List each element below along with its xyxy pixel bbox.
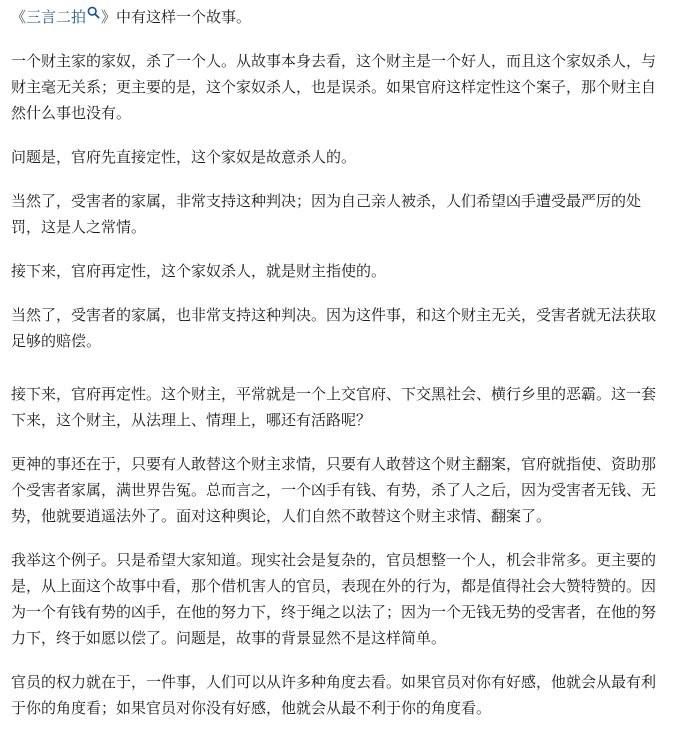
paragraph-6: 接下来，官府再定性。这个财主，平常就是一个上交官府、下交黑社会、横行乡里的恶霸。这一套下来，这个财主，从法理上、情理上，哪还有活路呢？	[11, 385, 657, 429]
book-title-link-text[interactable]: 三言二拍	[26, 8, 87, 26]
paragraph-8: 我举这个例子。只是希望大家知道。现实社会是复杂的，官员想整一个人，机会非常多。更主要的是，从上面这个故事中看，那个借机害人的官员，表现在外的行为，都是值得社会大赞特赞的。因为一个有钱有势的凶手，在他的努力下，终于绳之以法了；因为一个无钱无势的受害者，在他的努力下，终于如愿以偿了。问题是，故事的背景显然不是这样简单。	[11, 551, 657, 647]
paragraph-2: 问题是，官府先直接定性，这个家奴是故意杀人的。	[11, 148, 357, 166]
book-title-link[interactable]	[26, 8, 101, 26]
open-quote: 《	[11, 8, 27, 26]
intro-rest: 》中有这样一个故事。	[101, 8, 252, 26]
paragraph-3: 当然了，受害者的家属，非常支持这种判决；因为自己亲人被杀，人们希望凶手遭受最严厉的处罚，这是人之常情。	[11, 192, 642, 236]
search-icon[interactable]	[87, 6, 100, 19]
paragraph-5: 当然了，受害者的家属，也非常支持这种判决。因为这件事，和这个财主无关，受害者就无法获取足够的赔偿。	[11, 306, 657, 350]
paragraph-9: 官员的权力就在于，一件事，人们可以从许多种角度去看。如果官员对你有好感，他就会从最有利于你的角度看；如果官员对你没有好感，他就会从最不利于你的角度看。	[11, 673, 657, 717]
paragraph-7: 更神的事还在于，只要有人敢替这个财主求情，只要有人敢替这个财主翻案，官府就指使、资助那个受害者家属，满世界告冤。总而言之，一个凶手有钱、有势，杀了人之后，因为受害者无钱、无势，他就要逍遥法外了。面对这种舆论，人们自然不敢替这个财主求情、翻案了。	[11, 455, 657, 525]
intro-paragraph	[11, 4, 667, 30]
paragraph-4: 接下来，官府再定性，这个家奴杀人，就是财主指使的。	[11, 262, 387, 280]
paragraph-1: 一个财主家的家奴，杀了一个人。从故事本身去看，这个财主是一个好人，而且这个家奴杀人，与财主毫无关系；更主要的是，这个家奴杀人，也是误杀。如果官府这样定性这个案子，那个财主自然什么事也没有。	[11, 52, 657, 122]
article-body	[11, 4, 667, 739]
